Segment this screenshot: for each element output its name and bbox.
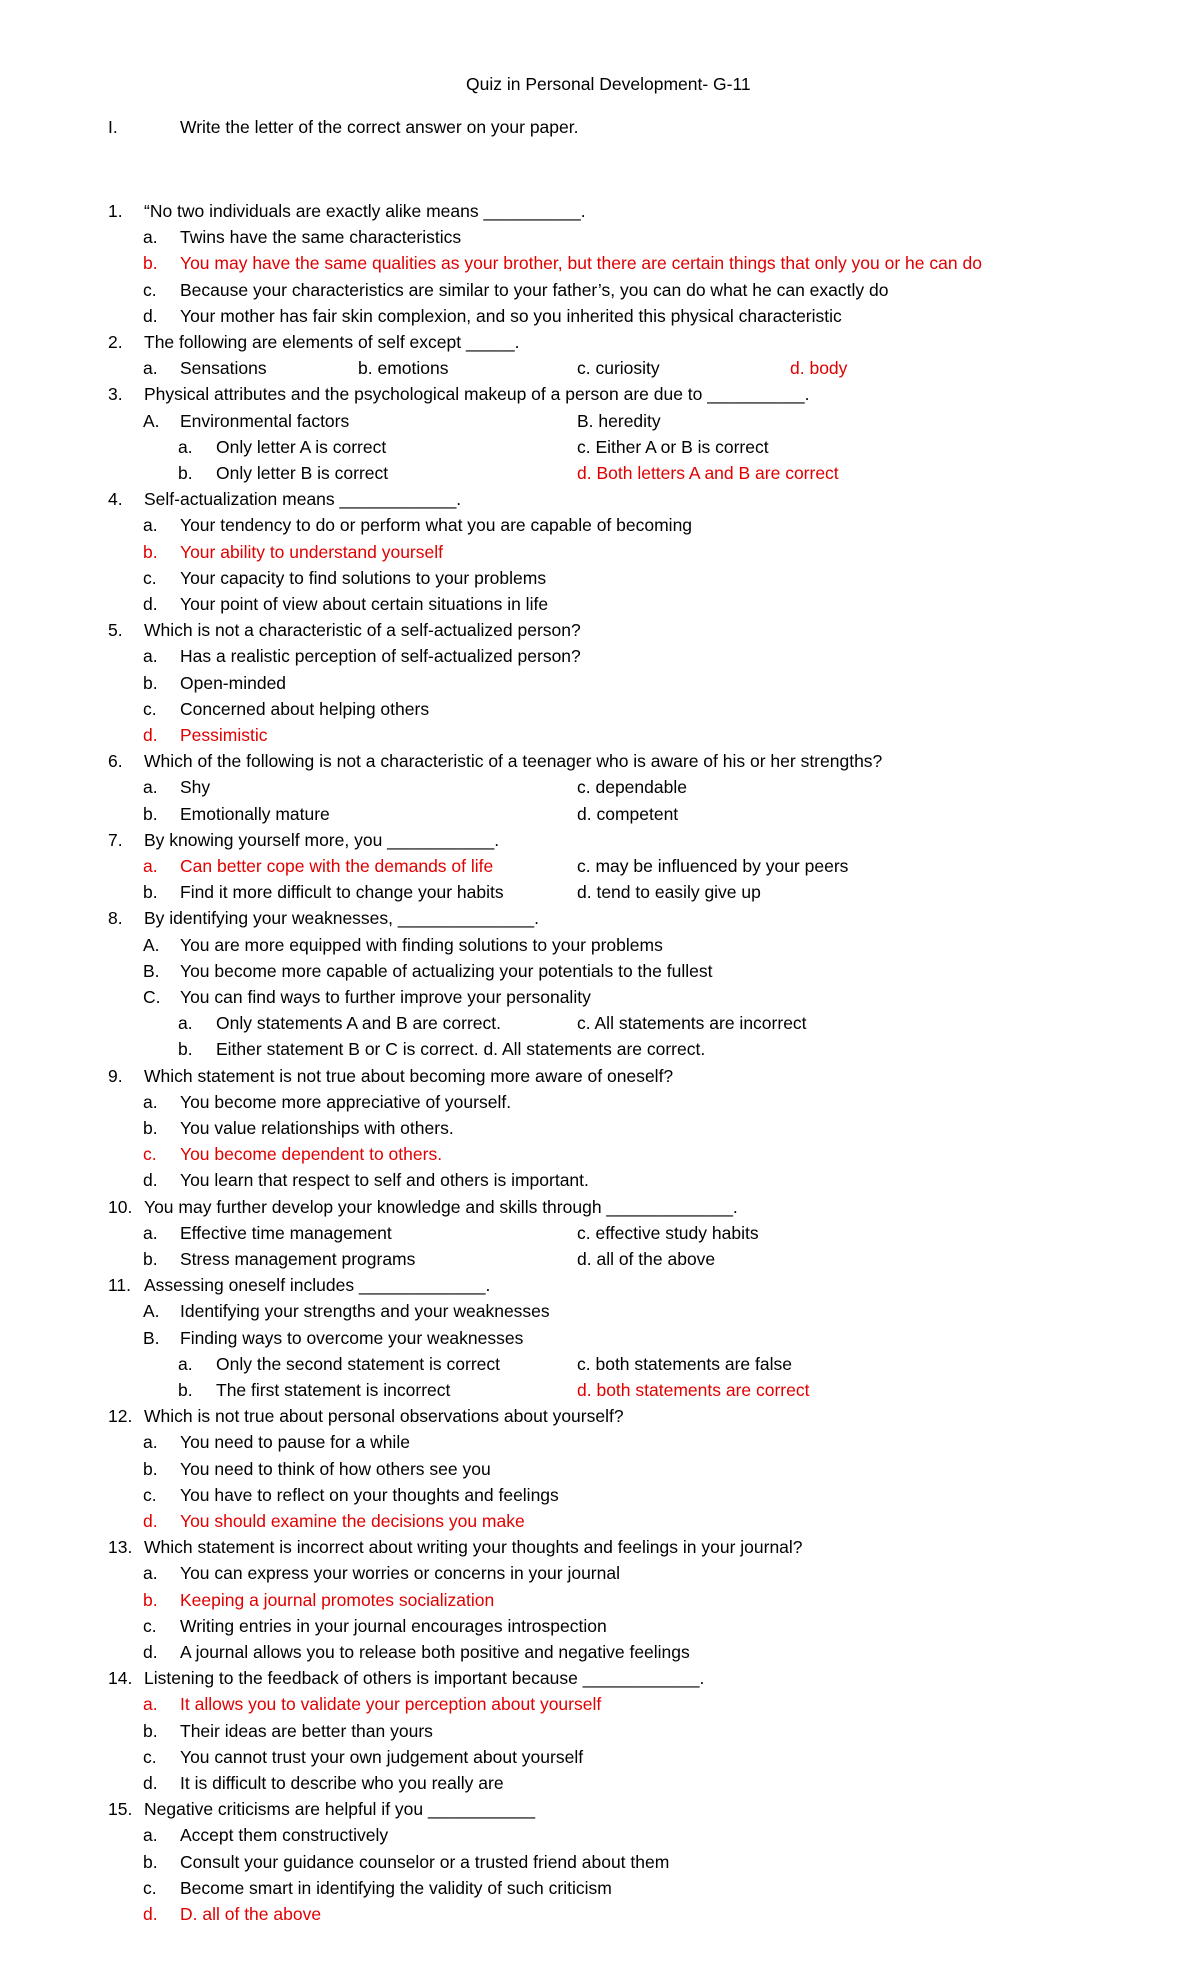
question-number: 8.: [108, 908, 123, 929]
question-number: 11.: [108, 1275, 132, 1296]
choice-letter: a.: [143, 515, 158, 536]
question-text: You may further develop your knowledge and skills through _____________.: [144, 1196, 738, 1217]
question-text: The following are elements of self except _____.: [144, 332, 520, 352]
choice-text: Pessimistic: [180, 725, 268, 745]
statement-text: You become more capable of actualizing your potentials to the fullest: [180, 960, 713, 981]
choice-letter: b.: [178, 463, 193, 483]
choice-letter: b.: [143, 1589, 158, 1610]
choice-letter: a.: [178, 436, 193, 457]
question-number: 12.: [108, 1406, 133, 1427]
choice-text: It is difficult to describe who you really are: [180, 1773, 504, 1793]
question-text: Which is not true about personal observations about yourself?: [144, 1406, 624, 1427]
question-text: By knowing yourself more, you ___________.: [144, 829, 500, 850]
choice-text: Only letter A is correct: [216, 436, 387, 457]
instruction-text: Write the letter of the correct answer on your paper.: [180, 117, 579, 137]
choice-letter: b.: [143, 541, 158, 562]
choice-text: You need to pause for a while: [180, 1432, 410, 1453]
choice-text: Your point of view about certain situations in life: [180, 594, 549, 614]
choice-text: Consult your guidance counselor or a trusted friend about them: [180, 1851, 670, 1872]
choice-text: Sensations: [180, 358, 267, 379]
question-text: Self-actualization means ____________.: [144, 489, 462, 510]
question-text: Which statement is incorrect about writing your thoughts and feelings in your journal?: [144, 1537, 803, 1558]
question-text: By identifying your weaknesses, ______________.: [144, 908, 539, 929]
choice-text: c. may be influenced by your peers: [577, 856, 849, 876]
choice-letter: a.: [143, 777, 158, 798]
page-title: Quiz in Personal Development- G-11: [466, 74, 751, 94]
choice-letter: a.: [178, 1013, 193, 1034]
choice-text: d. competent: [577, 803, 679, 824]
choice-text: The first statement is incorrect: [216, 1380, 451, 1400]
choice-text: You may have the same qualities as your brother, but there are certain things that only you or he can do: [180, 253, 982, 274]
question-number: 3.: [108, 384, 123, 405]
choice-letter: c.: [143, 1484, 157, 1505]
choice-text: Has a realistic perception of self-actualized person?: [180, 646, 581, 667]
choice-text: d. body: [790, 358, 848, 379]
statement-letter: A.: [143, 1301, 160, 1322]
question-text: Negative criticisms are helpful if you ___________: [144, 1799, 536, 1820]
choice-text: Find it more difficult to change your habits: [180, 882, 504, 903]
choice-letter: a.: [143, 1694, 158, 1715]
choice-text: Accept them constructively: [180, 1825, 389, 1846]
choice-text: You become dependent to others.: [180, 1144, 443, 1165]
choice-text: A journal allows you to release both positive and negative feelings: [180, 1642, 690, 1662]
choice-text: d. all of the above: [577, 1249, 716, 1269]
choice-text: Twins have the same characteristics: [180, 227, 462, 248]
choice-text: c. All statements are incorrect: [577, 1013, 807, 1034]
choice-letter: c.: [143, 1877, 157, 1898]
question-number: 1.: [108, 201, 123, 221]
choice-letter: b.: [178, 1380, 193, 1400]
choice-letter: d.: [143, 1642, 158, 1662]
choice-letter: c.: [143, 1144, 157, 1165]
choice-letter: b.: [143, 1118, 158, 1138]
choice-text: c. both statements are false: [577, 1353, 792, 1374]
statement-text: You are more equipped with finding solutions to your problems: [180, 934, 663, 955]
choice-letter: b.: [143, 1851, 158, 1872]
choice-text: Shy: [180, 777, 211, 798]
choice-letter: c.: [143, 567, 157, 588]
question-number: 9.: [108, 1065, 123, 1086]
choice-text: You become more appreciative of yourself.: [180, 1091, 512, 1112]
choice-text: Your capacity to find solutions to your problems: [180, 567, 547, 588]
question-text: Assessing oneself includes _____________.: [144, 1275, 491, 1296]
choice-text: You need to think of how others see you: [180, 1458, 491, 1479]
choice-text: Only letter B is correct: [216, 463, 389, 483]
choice-letter: a.: [143, 1222, 158, 1243]
question-number: 4.: [108, 489, 123, 510]
choice-text: Your mother has fair skin complexion, and so you inherited this physical characteristic: [180, 305, 842, 326]
choice-text: You cannot trust your own judgement about yourself: [180, 1746, 584, 1767]
choice-letter: d.: [143, 1511, 158, 1531]
choice-text: d. tend to easily give up: [577, 882, 761, 903]
choice-letter: d.: [143, 1904, 158, 1924]
choice-letter: a.: [143, 856, 158, 876]
choice-letter: b.: [143, 803, 158, 824]
choice-text: Effective time management: [180, 1222, 392, 1243]
question-number: 13.: [108, 1537, 133, 1558]
question-text: “No two individuals are exactly alike means __________.: [144, 201, 586, 221]
choice-text: Only statements A and B are correct.: [216, 1013, 501, 1034]
statement-text: Environmental factors: [180, 410, 350, 431]
choice-letter: d.: [143, 1170, 158, 1191]
choice-text: You value relationships with others.: [180, 1118, 454, 1138]
choice-text: d. Both letters A and B are correct: [577, 463, 839, 483]
choice-text: Concerned about helping others: [180, 698, 430, 719]
question-number: 2.: [108, 332, 123, 352]
choice-letter: a.: [143, 1091, 158, 1112]
choice-text: Only the second statement is correct: [216, 1353, 501, 1374]
choice-letter: b.: [143, 1249, 158, 1269]
question-text: Which is not a characteristic of a self-actualized person?: [144, 620, 581, 641]
choice-text: c. Either A or B is correct: [577, 436, 769, 457]
question-text: Which statement is not true about becoming more aware of oneself?: [144, 1065, 674, 1086]
statement-text: B. heredity: [577, 410, 661, 431]
statement-text: You can find ways to further improve your personality: [180, 987, 591, 1007]
choice-letter: a.: [143, 1825, 158, 1846]
statement-letter: A.: [143, 934, 160, 955]
question-text: Which of the following is not a characteristic of a teenager who is aware of his or her strengths?: [144, 751, 883, 772]
choice-letter: c.: [143, 279, 157, 300]
choice-letter: b.: [143, 1720, 158, 1741]
question-text: Physical attributes and the psychological makeup of a person are due to __________.: [144, 384, 810, 405]
choice-letter: b.: [143, 253, 158, 274]
choice-text: You have to reflect on your thoughts and feelings: [180, 1484, 559, 1505]
choice-letter: c.: [143, 698, 157, 719]
question-number: 6.: [108, 751, 123, 772]
choice-text: Stress management programs: [180, 1249, 416, 1269]
choice-text: Writing entries in your journal encourages introspection: [180, 1615, 607, 1636]
choice-letter: d.: [143, 725, 158, 745]
choice-letter: a.: [143, 646, 158, 667]
statement-text: Finding ways to overcome your weaknesses: [180, 1327, 524, 1348]
choice-letter: c.: [143, 1615, 157, 1636]
statement-text: Identifying your strengths and your weaknesses: [180, 1301, 550, 1322]
choice-letter: d.: [143, 594, 158, 614]
choice-text: b. emotions: [358, 358, 449, 379]
choice-text: Because your characteristics are similar to your father’s, you can do what he can exactly do: [180, 279, 889, 300]
choice-text: You should examine the decisions you make: [180, 1511, 525, 1531]
choice-text: Become smart in identifying the validity of such criticism: [180, 1877, 612, 1898]
choice-text: It allows you to validate your perception about yourself: [180, 1694, 602, 1715]
choice-letter: d.: [143, 305, 158, 326]
choice-letter: b.: [143, 882, 158, 903]
choice-text: You can express your worries or concerns in your journal: [180, 1563, 620, 1584]
question-number: 7.: [108, 829, 123, 850]
choice-letter: a.: [143, 227, 158, 248]
choice-letter: b.: [143, 1458, 158, 1479]
choice-text: c. dependable: [577, 777, 687, 798]
choice-text: D. all of the above: [180, 1904, 322, 1924]
choice-letter: a.: [143, 358, 158, 379]
question-text: Listening to the feedback of others is important because ____________.: [144, 1668, 705, 1689]
choice-letter: c.: [143, 1746, 157, 1767]
choice-letter: b.: [178, 1039, 193, 1060]
question-number: 15.: [108, 1799, 133, 1820]
choice-text: Can better cope with the demands of life: [180, 856, 494, 876]
choice-text: Your ability to understand yourself: [180, 541, 443, 562]
choice-letter: d.: [143, 1773, 158, 1793]
statement-letter: B.: [143, 960, 160, 981]
choice-letter: a.: [178, 1353, 193, 1374]
choice-text: Open-minded: [180, 672, 287, 693]
choice-text: Their ideas are better than yours: [180, 1720, 433, 1741]
choice-text: Either statement B or C is correct. d. All statements are correct.: [216, 1039, 706, 1060]
choice-text: Emotionally mature: [180, 803, 330, 824]
choice-letter: a.: [143, 1563, 158, 1584]
choice-text: Keeping a journal promotes socialization: [180, 1589, 495, 1610]
choice-text: You learn that respect to self and others is important.: [180, 1170, 589, 1191]
statement-letter: C.: [143, 987, 161, 1007]
choice-text: c. curiosity: [577, 358, 660, 379]
choice-letter: b.: [143, 672, 158, 693]
statement-letter: B.: [143, 1327, 160, 1348]
statement-letter: A.: [143, 410, 160, 431]
choice-letter: a.: [143, 1432, 158, 1453]
question-number: 14.: [108, 1668, 133, 1689]
choice-text: d. both statements are correct: [577, 1380, 810, 1400]
choice-text: c. effective study habits: [577, 1222, 759, 1243]
instruction-number: I.: [108, 117, 118, 137]
question-number: 10.: [108, 1196, 133, 1217]
choice-text: Your tendency to do or perform what you are capable of becoming: [180, 515, 693, 536]
question-number: 5.: [108, 620, 123, 641]
